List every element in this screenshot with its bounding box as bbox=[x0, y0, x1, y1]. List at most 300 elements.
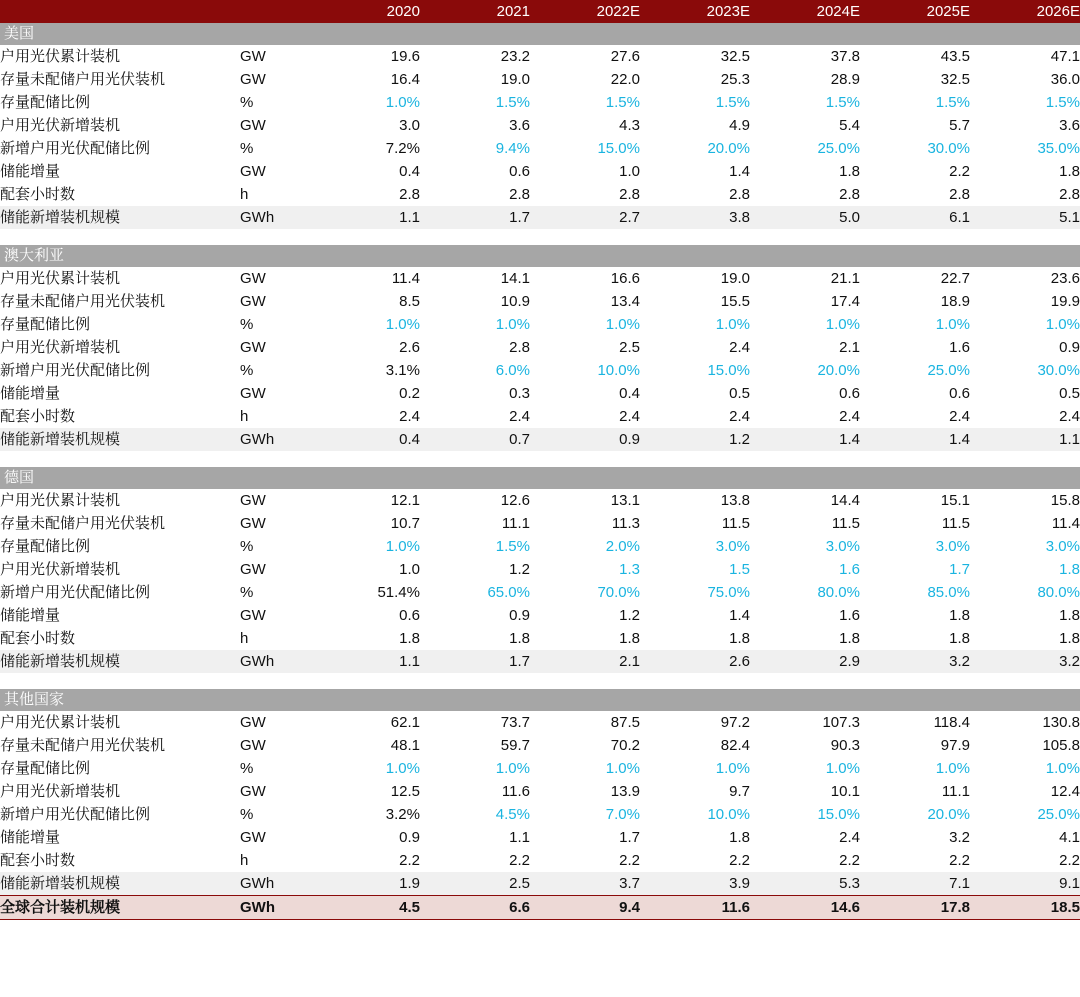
row-value: 1.0% bbox=[715, 316, 750, 333]
row-value: 2.5 bbox=[420, 872, 530, 896]
row-value: 2.4 bbox=[619, 408, 640, 425]
row-value: 2.2 bbox=[839, 852, 860, 869]
row-unit: GW bbox=[240, 117, 266, 134]
row-unit: GWh bbox=[240, 872, 310, 896]
row-value: 1.5% bbox=[605, 94, 640, 111]
row-value: 16.4 bbox=[390, 71, 420, 88]
row-value: 0.6 bbox=[399, 607, 420, 624]
row-value: 0.5 bbox=[729, 385, 750, 402]
row-value: 3.0 bbox=[399, 117, 420, 134]
row-unit: h bbox=[240, 630, 249, 647]
row-value: 1.1 bbox=[970, 428, 1080, 451]
row-unit: GWh bbox=[240, 206, 310, 229]
spacer-cell bbox=[0, 229, 1080, 245]
row-unit: % bbox=[240, 538, 254, 555]
row-value: 22.7 bbox=[940, 270, 970, 287]
row-value: 97.9 bbox=[940, 737, 970, 754]
row-value: 0.4 bbox=[619, 385, 640, 402]
row-label: 存量配储比例 bbox=[0, 538, 91, 555]
row-value: 2.5 bbox=[619, 339, 640, 356]
row-value: 1.8 bbox=[839, 630, 860, 647]
row-value: 3.7 bbox=[530, 872, 640, 896]
row-value: 2.6 bbox=[640, 650, 750, 673]
row-value: 1.8 bbox=[729, 630, 750, 647]
row-unit: GW bbox=[240, 607, 266, 624]
row-value: 1.5% bbox=[935, 94, 970, 111]
row-value: 0.3 bbox=[509, 385, 530, 402]
row-value: 4.9 bbox=[729, 117, 750, 134]
row-value: 3.6 bbox=[1059, 117, 1080, 134]
row-value: 2.8 bbox=[729, 186, 750, 203]
row-value: 9.1 bbox=[970, 872, 1080, 896]
table-row bbox=[0, 780, 1080, 803]
row-value: 18.9 bbox=[940, 293, 970, 310]
table-row bbox=[0, 489, 1080, 512]
row-value: 3.0% bbox=[715, 538, 750, 555]
row-unit: GW bbox=[240, 737, 266, 754]
row-value: 3.8 bbox=[640, 206, 750, 229]
row-value: 2.1 bbox=[839, 339, 860, 356]
row-value: 73.7 bbox=[500, 714, 530, 731]
row-value: 43.5 bbox=[940, 48, 970, 65]
row-value: 48.1 bbox=[390, 737, 420, 754]
table-row bbox=[0, 290, 1080, 313]
row-value: 3.0% bbox=[1045, 538, 1080, 555]
section-title: 美国 bbox=[0, 23, 1080, 45]
table-row bbox=[0, 68, 1080, 91]
table-row bbox=[0, 428, 1080, 451]
header-cell-2021: 2021 bbox=[420, 0, 530, 23]
row-value: 1.0% bbox=[935, 316, 970, 333]
row-value: 11.5 bbox=[941, 515, 970, 532]
header-cell-2022e: 2022E bbox=[530, 0, 640, 23]
row-value: 13.1 bbox=[610, 492, 640, 509]
row-value: 25.3 bbox=[720, 71, 750, 88]
row-unit: GWh bbox=[240, 650, 310, 673]
row-value: 2.8 bbox=[509, 186, 530, 203]
row-value: 1.0% bbox=[715, 760, 750, 777]
row-unit: GW bbox=[240, 829, 266, 846]
row-label: 存量配储比例 bbox=[0, 316, 91, 333]
row-value: 1.5% bbox=[715, 94, 750, 111]
section-header-row bbox=[0, 245, 1080, 267]
table-row bbox=[0, 313, 1080, 336]
row-value: 30.0% bbox=[1037, 362, 1080, 379]
row-value: 2.2 bbox=[399, 852, 420, 869]
row-value: 1.4 bbox=[729, 607, 750, 624]
row-label: 户用光伏累计装机 bbox=[0, 270, 121, 287]
row-value: 0.6 bbox=[839, 385, 860, 402]
table-row bbox=[0, 711, 1080, 734]
row-value: 1.5 bbox=[729, 561, 750, 578]
row-value: 3.2 bbox=[949, 829, 970, 846]
row-value: 12.4 bbox=[1050, 783, 1080, 800]
row-value: 0.4 bbox=[310, 428, 420, 451]
row-value: 1.8 bbox=[1059, 163, 1080, 180]
table-row bbox=[0, 91, 1080, 114]
row-value: 87.5 bbox=[610, 714, 640, 731]
row-value: 11.6 bbox=[501, 783, 530, 800]
row-value: 1.7 bbox=[420, 206, 530, 229]
row-value: 27.6 bbox=[610, 48, 640, 65]
total-row-unit: GWh bbox=[240, 896, 310, 920]
row-value: 1.8 bbox=[509, 630, 530, 647]
row-value: 1.7 bbox=[619, 829, 640, 846]
row-value: 85.0% bbox=[927, 584, 970, 601]
row-label: 户用光伏新增装机 bbox=[0, 339, 121, 356]
row-value: 1.5% bbox=[495, 538, 530, 555]
total-row-value: 11.6 bbox=[640, 896, 750, 920]
row-unit: GW bbox=[240, 48, 266, 65]
row-label: 储能增量 bbox=[0, 163, 61, 180]
row-value: 1.8 bbox=[399, 630, 420, 647]
row-value: 59.7 bbox=[500, 737, 530, 754]
table-row bbox=[0, 826, 1080, 849]
row-value: 7.1 bbox=[860, 872, 970, 896]
total-row-value: 9.4 bbox=[530, 896, 640, 920]
row-value: 12.6 bbox=[500, 492, 530, 509]
row-value: 1.2 bbox=[509, 561, 530, 578]
row-value: 2.2 bbox=[949, 852, 970, 869]
table-row bbox=[0, 581, 1080, 604]
row-value: 1.0% bbox=[825, 760, 860, 777]
row-value: 4.1 bbox=[1059, 829, 1080, 846]
row-value: 1.8 bbox=[839, 163, 860, 180]
row-value: 19.9 bbox=[1050, 293, 1080, 310]
row-value: 1.0% bbox=[495, 760, 530, 777]
table-row bbox=[0, 359, 1080, 382]
row-value: 1.8 bbox=[1059, 607, 1080, 624]
row-value: 5.4 bbox=[839, 117, 860, 134]
section-header-row bbox=[0, 689, 1080, 711]
header-cell-2026e: 2026E bbox=[970, 0, 1080, 23]
table-row bbox=[0, 206, 1080, 229]
row-value: 9.4% bbox=[495, 140, 530, 157]
row-unit: GW bbox=[240, 339, 266, 356]
total-row-value: 6.6 bbox=[420, 896, 530, 920]
row-label: 配套小时数 bbox=[0, 630, 76, 647]
table-row bbox=[0, 405, 1080, 428]
row-label: 储能增量 bbox=[0, 607, 61, 624]
row-label: 配套小时数 bbox=[0, 186, 76, 203]
row-value: 19.0 bbox=[500, 71, 530, 88]
row-value: 15.0% bbox=[597, 140, 640, 157]
table-row bbox=[0, 160, 1080, 183]
row-label: 新增户用光伏配储比例 bbox=[0, 362, 151, 379]
table-row bbox=[0, 45, 1080, 68]
row-value: 1.2 bbox=[640, 428, 750, 451]
row-value: 32.5 bbox=[940, 71, 970, 88]
row-value: 80.0% bbox=[1037, 584, 1080, 601]
row-value: 1.0% bbox=[495, 316, 530, 333]
row-value: 20.0% bbox=[817, 362, 860, 379]
section-header-row bbox=[0, 23, 1080, 45]
row-value: 13.9 bbox=[610, 783, 640, 800]
row-value: 23.6 bbox=[1050, 270, 1080, 287]
row-value: 11.3 bbox=[611, 515, 640, 532]
row-unit: h bbox=[240, 186, 249, 203]
row-value: 1.0% bbox=[935, 760, 970, 777]
table-row bbox=[0, 183, 1080, 206]
row-unit: % bbox=[240, 760, 254, 777]
row-value: 1.0% bbox=[1045, 760, 1080, 777]
row-value: 65.0% bbox=[487, 584, 530, 601]
row-value: 2.6 bbox=[399, 339, 420, 356]
row-value: 19.0 bbox=[720, 270, 750, 287]
row-value: 3.2% bbox=[385, 806, 420, 823]
row-value: 1.0% bbox=[825, 316, 860, 333]
total-row-value: 14.6 bbox=[750, 896, 860, 920]
row-value: 107.3 bbox=[822, 714, 860, 731]
row-value: 12.5 bbox=[390, 783, 420, 800]
row-value: 8.5 bbox=[399, 293, 420, 310]
row-value: 19.6 bbox=[390, 48, 420, 65]
row-value: 1.6 bbox=[949, 339, 970, 356]
total-row-value: 17.8 bbox=[860, 896, 970, 920]
row-value: 1.4 bbox=[860, 428, 970, 451]
row-value: 2.4 bbox=[399, 408, 420, 425]
row-value: 21.1 bbox=[830, 270, 860, 287]
spacer-cell bbox=[0, 451, 1080, 467]
row-value: 0.7 bbox=[420, 428, 530, 451]
row-value: 97.2 bbox=[720, 714, 750, 731]
table-body bbox=[0, 23, 1080, 920]
table-row bbox=[0, 382, 1080, 405]
row-label: 存量未配储户用光伏装机 bbox=[0, 71, 166, 88]
total-row bbox=[0, 896, 1080, 920]
row-value: 7.0% bbox=[605, 806, 640, 823]
row-value: 11.4 bbox=[391, 270, 420, 287]
row-value: 2.2 bbox=[949, 163, 970, 180]
row-value: 3.1% bbox=[385, 362, 420, 379]
row-value: 0.6 bbox=[509, 163, 530, 180]
row-value: 20.0% bbox=[927, 806, 970, 823]
row-value: 2.0% bbox=[605, 538, 640, 555]
row-value: 5.0 bbox=[750, 206, 860, 229]
row-value: 2.8 bbox=[399, 186, 420, 203]
row-value: 2.2 bbox=[729, 852, 750, 869]
row-value: 105.8 bbox=[1042, 737, 1080, 754]
row-unit: GW bbox=[240, 515, 266, 532]
table-row bbox=[0, 114, 1080, 137]
row-value: 1.2 bbox=[619, 607, 640, 624]
row-value: 23.2 bbox=[500, 48, 530, 65]
row-value: 118.4 bbox=[933, 714, 970, 731]
row-value: 3.2 bbox=[860, 650, 970, 673]
row-value: 25.0% bbox=[1037, 806, 1080, 823]
row-value: 5.7 bbox=[949, 117, 970, 134]
row-value: 16.6 bbox=[610, 270, 640, 287]
row-label: 户用光伏新增装机 bbox=[0, 117, 121, 134]
row-value: 0.5 bbox=[1059, 385, 1080, 402]
total-row-value: 18.5 bbox=[970, 896, 1080, 920]
row-value: 20.0% bbox=[707, 140, 750, 157]
row-value: 0.9 bbox=[1059, 339, 1080, 356]
row-value: 3.6 bbox=[509, 117, 530, 134]
row-unit: h bbox=[240, 408, 249, 425]
row-value: 5.1 bbox=[970, 206, 1080, 229]
table-row bbox=[0, 757, 1080, 780]
row-value: 11.5 bbox=[831, 515, 860, 532]
row-label: 储能增量 bbox=[0, 829, 61, 846]
row-value: 1.0% bbox=[385, 94, 420, 111]
row-value: 1.0% bbox=[385, 760, 420, 777]
row-value: 82.4 bbox=[720, 737, 750, 754]
row-value: 13.4 bbox=[610, 293, 640, 310]
row-unit: GWh bbox=[240, 428, 310, 451]
row-value: 32.5 bbox=[720, 48, 750, 65]
table-row bbox=[0, 803, 1080, 826]
row-value: 2.8 bbox=[1059, 186, 1080, 203]
row-value: 47.1 bbox=[1050, 48, 1080, 65]
row-unit: GW bbox=[240, 163, 266, 180]
row-value: 5.3 bbox=[750, 872, 860, 896]
row-value: 1.0% bbox=[385, 538, 420, 555]
row-value: 25.0% bbox=[817, 140, 860, 157]
row-value: 51.4% bbox=[377, 584, 420, 601]
row-value: 11.4 bbox=[1051, 515, 1080, 532]
table-row bbox=[0, 512, 1080, 535]
row-unit: GW bbox=[240, 714, 266, 731]
row-value: 0.9 bbox=[530, 428, 640, 451]
row-value: 130.8 bbox=[1042, 714, 1080, 731]
row-value: 14.4 bbox=[830, 492, 860, 509]
row-value: 3.0% bbox=[825, 538, 860, 555]
spacer-cell bbox=[0, 673, 1080, 689]
row-value: 2.4 bbox=[729, 408, 750, 425]
row-value: 1.8 bbox=[619, 630, 640, 647]
table-row bbox=[0, 604, 1080, 627]
row-value: 1.1 bbox=[310, 206, 420, 229]
row-value: 2.4 bbox=[1059, 408, 1080, 425]
row-value: 1.6 bbox=[839, 561, 860, 578]
row-label: 新增户用光伏配储比例 bbox=[0, 140, 151, 157]
table-row bbox=[0, 734, 1080, 757]
row-unit: % bbox=[240, 94, 254, 111]
section-header-row bbox=[0, 467, 1080, 489]
row-value: 1.0 bbox=[399, 561, 420, 578]
row-value: 37.8 bbox=[830, 48, 860, 65]
row-value: 12.1 bbox=[390, 492, 420, 509]
row-value: 13.8 bbox=[720, 492, 750, 509]
row-value: 1.6 bbox=[839, 607, 860, 624]
row-value: 2.8 bbox=[949, 186, 970, 203]
row-unit: % bbox=[240, 806, 254, 823]
row-value: 14.1 bbox=[500, 270, 530, 287]
row-value: 6.1 bbox=[860, 206, 970, 229]
row-value: 15.8 bbox=[1050, 492, 1080, 509]
header-cell-label bbox=[0, 0, 240, 23]
table-row bbox=[0, 535, 1080, 558]
row-value: 1.0% bbox=[605, 760, 640, 777]
row-unit: GW bbox=[240, 270, 266, 287]
row-value: 7.2% bbox=[385, 140, 420, 157]
row-value: 28.9 bbox=[830, 71, 860, 88]
row-value: 2.1 bbox=[530, 650, 640, 673]
row-unit: % bbox=[240, 140, 254, 157]
row-value: 2.4 bbox=[729, 339, 750, 356]
row-value: 0.4 bbox=[399, 163, 420, 180]
row-value: 2.9 bbox=[750, 650, 860, 673]
row-value: 1.0% bbox=[605, 316, 640, 333]
row-unit: % bbox=[240, 584, 254, 601]
table-row bbox=[0, 627, 1080, 650]
row-value: 15.0% bbox=[707, 362, 750, 379]
row-value: 2.4 bbox=[949, 408, 970, 425]
row-value: 1.8 bbox=[1059, 561, 1080, 578]
row-label: 户用光伏累计装机 bbox=[0, 48, 121, 65]
row-label: 户用光伏新增装机 bbox=[0, 783, 121, 800]
row-value: 6.0% bbox=[495, 362, 530, 379]
row-value: 70.0% bbox=[597, 584, 640, 601]
row-label: 配套小时数 bbox=[0, 852, 76, 869]
row-value: 1.1 bbox=[509, 829, 530, 846]
row-value: 62.1 bbox=[390, 714, 420, 731]
row-value: 1.8 bbox=[1059, 630, 1080, 647]
row-label: 配套小时数 bbox=[0, 408, 76, 425]
row-value: 11.5 bbox=[721, 515, 750, 532]
row-value: 1.7 bbox=[420, 650, 530, 673]
row-label: 户用光伏累计装机 bbox=[0, 492, 121, 509]
row-value: 0.2 bbox=[399, 385, 420, 402]
row-value: 1.8 bbox=[949, 630, 970, 647]
header-cell-2025e: 2025E bbox=[860, 0, 970, 23]
row-label: 存量未配储户用光伏装机 bbox=[0, 737, 166, 754]
row-unit: % bbox=[240, 362, 254, 379]
row-value: 70.2 bbox=[610, 737, 640, 754]
row-value: 11.1 bbox=[941, 783, 970, 800]
row-value: 1.0% bbox=[385, 316, 420, 333]
spacer-row bbox=[0, 229, 1080, 245]
row-value: 1.4 bbox=[750, 428, 860, 451]
row-unit: h bbox=[240, 852, 249, 869]
row-value: 2.8 bbox=[619, 186, 640, 203]
row-unit: GW bbox=[240, 293, 266, 310]
row-value: 2.8 bbox=[839, 186, 860, 203]
row-unit: GW bbox=[240, 385, 266, 402]
row-label: 存量未配储户用光伏装机 bbox=[0, 515, 166, 532]
row-value: 1.8 bbox=[729, 829, 750, 846]
row-value: 10.1 bbox=[830, 783, 860, 800]
row-value: 0.9 bbox=[399, 829, 420, 846]
row-label: 存量配储比例 bbox=[0, 760, 91, 777]
row-label: 存量未配储户用光伏装机 bbox=[0, 293, 166, 310]
row-value: 1.0 bbox=[619, 163, 640, 180]
spacer-row bbox=[0, 451, 1080, 467]
row-value: 3.0% bbox=[935, 538, 970, 555]
table-row bbox=[0, 650, 1080, 673]
row-unit: % bbox=[240, 316, 254, 333]
row-value: 1.3 bbox=[619, 561, 640, 578]
row-label: 新增户用光伏配储比例 bbox=[0, 584, 151, 601]
row-unit: GW bbox=[240, 561, 266, 578]
row-value: 2.2 bbox=[1059, 852, 1080, 869]
row-value: 10.9 bbox=[500, 293, 530, 310]
row-label: 储能增量 bbox=[0, 385, 61, 402]
row-label: 储能新增装机规模 bbox=[0, 872, 240, 896]
row-label: 户用光伏新增装机 bbox=[0, 561, 121, 578]
row-label: 新增户用光伏配储比例 bbox=[0, 806, 151, 823]
header-cell-unit bbox=[240, 0, 310, 23]
row-value: 9.7 bbox=[729, 783, 750, 800]
spacer-row bbox=[0, 673, 1080, 689]
row-value: 15.0% bbox=[817, 806, 860, 823]
row-value: 4.5% bbox=[495, 806, 530, 823]
row-value: 1.5% bbox=[1045, 94, 1080, 111]
row-value: 2.2 bbox=[509, 852, 530, 869]
row-value: 10.0% bbox=[597, 362, 640, 379]
row-value: 3.9 bbox=[640, 872, 750, 896]
